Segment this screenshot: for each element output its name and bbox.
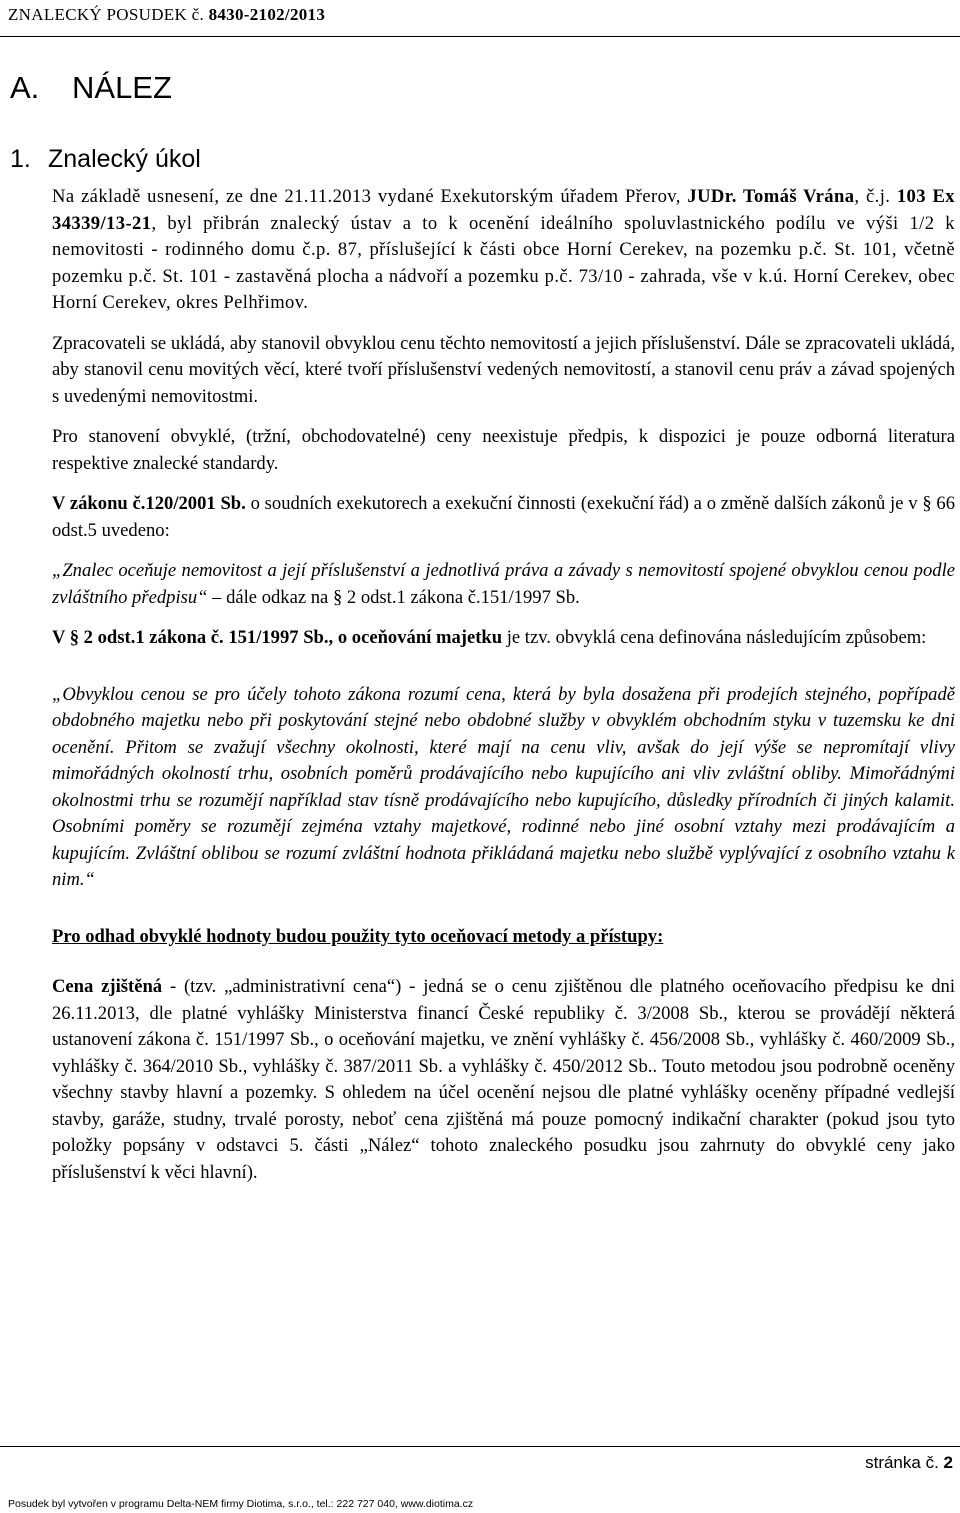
paragraph-task: Zpracovateli se ukládá, aby stanovil obvyklou cenu těchto nemovitostí a jejich příslušenství. Dále se zpracovateli ukládá, aby stanovil cenu movitých věcí, které tvoří příslušenství vedených nemovitostí, a stanovil cenu práv a závad spojených s uvedenými nemovitostmi. (52, 332, 955, 407)
footer-rule (0, 1446, 960, 1447)
subsection-title: Znalecký úkol (48, 145, 201, 173)
paragraph-methods-heading: Pro odhad obvyklé hodnoty budou použity tyto oceňovací metody a přístupy: (52, 925, 664, 947)
paragraph-definition-quote: „Obvyklou cenou se pro účely tohoto zákona rozumí cena, která by byla dosažena při prodejích stejného, popřípadě obdobného majetku nebo při poskytování stejné nebo obdobné služby v obvyklém obchodním styku v tuzemsku ke dni ocenění. Přitom se zvažují všechny okolnosti, které mají na cenu vliv, avšak do její výše se nepromítají vlivy mimořádných okolností trhu, osobních poměrů prodávajícího nebo kupujícího ani vliv zvláštní obliby. Mimořádnými okolnostmi trhu se rozumějí například stav tísně prodávajícího nebo kupujícího, důsledky přírodních či jiných kalamit. Osobními poměry se rozumějí zejména vztahy majetkové, rodinné nebo jiné osobní vztahy mezi prodávajícím a kupujícím. Zvláštní oblibou se rozumí zvláštní hodnota přikládaná majetku nebo službě vyplývající z osobního vztahu k nim.“ (52, 683, 955, 890)
paragraph-assignment: Na základě usnesení, ze dne 21.11.2013 vydané Exekutorským úřadem Přerov, JUDr. Tomáš Vrána, č.j. 103 Ex 34339/13-21, byl přibrán znalecký ústav a to k ocenění ideálního spoluvlastnického podílu ve výši 1/2 k nemovitosti - rodinného domu č.p. 87, příslušející k části obce Horní Cerekev, na pozemku p.č. St. 101, včetně pozemku p.č. St. 101 - zastavěná plocha a nádvoří a pozemku p.č. 73/10 - zahrada, vše v k.ú. Horní Cerekev, obec Horní Cerekev, okres Pelhřimov. (52, 186, 955, 313)
document-header (8, 5, 325, 25)
paragraph-standards: Pro stanovení obvyklé, (tržní, obchodovatelné) ceny neexistuje předpis, k dispozici je pouze odborná literatura respektive znalecké standardy. (52, 426, 955, 474)
header-prefix: ZNALECKÝ POSUDEK č. (8, 5, 204, 24)
section-letter: A. (10, 70, 40, 105)
document-body (52, 184, 955, 1186)
header-rule (0, 36, 960, 37)
paragraph-law-120: V zákonu č.120/2001 Sb. o soudních exekutorech a exekuční činnosti (exekuční řád) a o změně dalších zákonů je v § 66 odst.5 uvedeno: (52, 493, 956, 541)
footer-credit: Posudek byl vytvořen v programu Delta-NEM firmy Diotima, s.r.o., tel.: 222 727 040, www.diotima.cz (8, 1498, 474, 1510)
header-number: 8430-2102/2013 (208, 5, 326, 24)
subsection-heading (10, 145, 201, 174)
page-number: stránka č. 2 (865, 1453, 953, 1472)
section-title: NÁLEZ (72, 70, 172, 105)
subsection-number: 1. (10, 145, 31, 173)
paragraph-law-151: V § 2 odst.1 zákona č. 151/1997 Sb., o oceňování majetku je tzv. obvyklá cena definována následujícím způsobem: (52, 627, 927, 648)
paragraph-quote-66: „Znalec oceňuje nemovitost a její příslušenství a jednotlivá práva a závady s nemovitostí spojené obvyklou cenou podle zvláštního předpisu“ – dále odkaz na § 2 odst.1 zákona č.151/1997 Sb. (52, 560, 955, 608)
paragraph-cena-zjistena: Cena zjištěná - (tzv. „administrativní cena“) - jedná se o cenu zjištěnou dle platného oceňovacího předpisu ke dni 26.11.2013, dle platné vyhlášky Ministerstva financí České republiky č. 3/2008 Sb., kterou se provádějí některá ustanovení zákona č. 151/1997 Sb., o oceňování majetku, ve znění vyhlášky č. 456/2008 Sb., vyhlášky č. 460/2009 Sb., vyhlášky č. 364/2010 Sb., vyhlášky č. 387/2011 Sb. a vyhlášky č. 450/2012 Sb.. Touto metodou jsou podrobně oceněny všechny stavby hlavní a pozemky. S ohledem na účel ocenění nejsou dle platné vyhlášky oceněny případné vedlejší stavby, garáže, studny, trvalé porosty, neboť cena zjištěná má pouze pomocný indikační charakter (pokud jsou tyto položky popsány v odstavci 5. části „Nález“ tohoto znaleckého posudku jsou zahrnuty do obvyklé ceny jako příslušenství k věci hlavní). (52, 976, 955, 1183)
section-heading-a (10, 70, 172, 106)
